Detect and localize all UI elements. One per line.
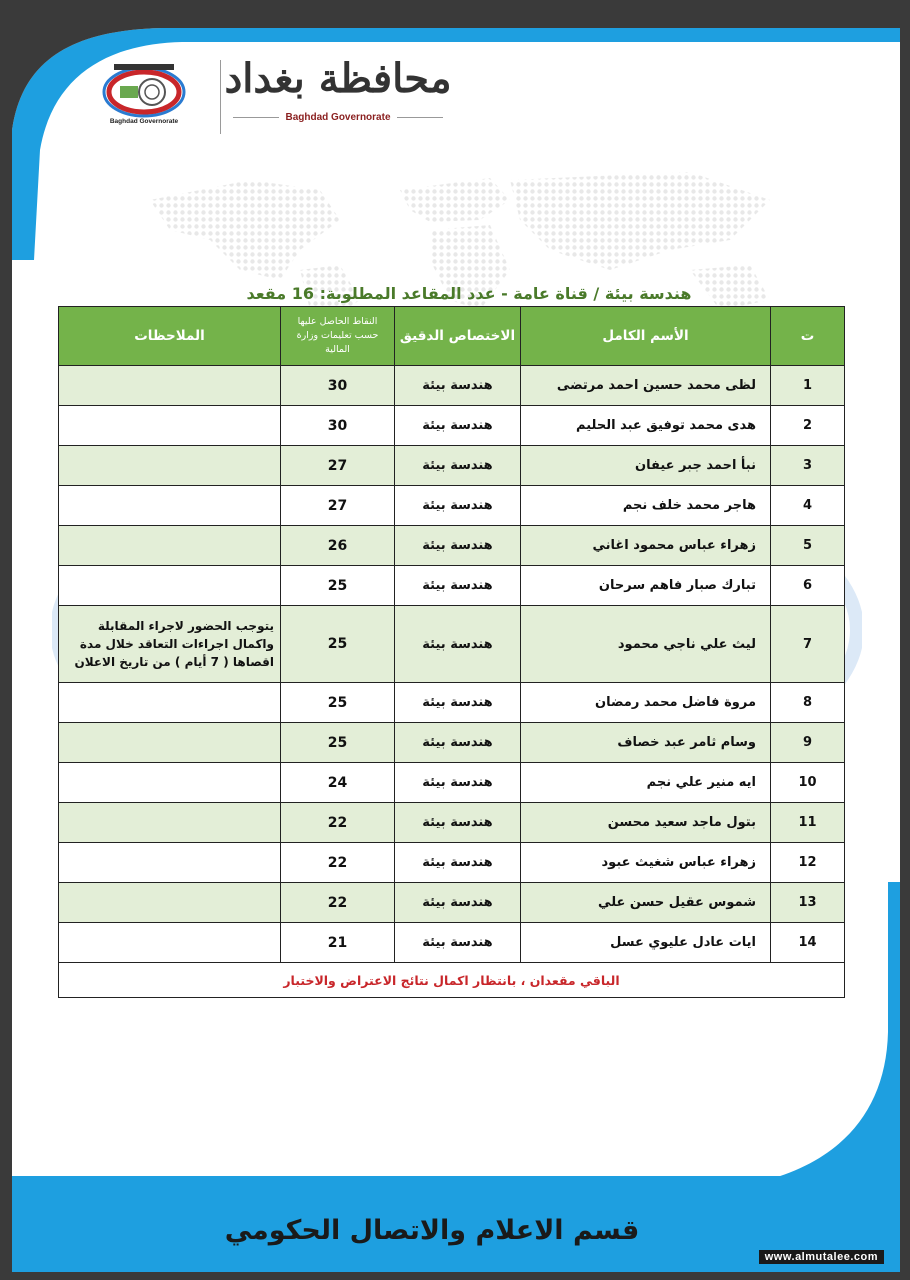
logo-english-text: Baghdad Governorate	[285, 112, 391, 123]
cell-notes	[59, 683, 281, 723]
column-header-specialization: الاختصاص الدقيق	[395, 307, 521, 366]
cell-specialization: هندسة بيئة	[395, 683, 521, 723]
cell-index: 14	[771, 923, 845, 963]
cell-points: 25	[281, 606, 395, 683]
logo-rule-right	[397, 117, 443, 118]
cell-notes	[59, 526, 281, 566]
cell-points: 25	[281, 683, 395, 723]
logo-english-row	[224, 112, 452, 123]
cell-points: 22	[281, 843, 395, 883]
table-row	[59, 406, 845, 446]
cell-points: 24	[281, 763, 395, 803]
table-body	[59, 366, 845, 963]
cell-name: ايه منير علي نجم	[521, 763, 771, 803]
cell-points: 27	[281, 486, 395, 526]
cell-name: ايات عادل عليوي عسل	[521, 923, 771, 963]
table-header-row	[59, 307, 845, 366]
footer-title: قسم الاعلام والاتصال الحكومي	[224, 1215, 640, 1246]
table-row	[59, 486, 845, 526]
cell-name: هاجر محمد خلف نجم	[521, 486, 771, 526]
cell-specialization: هندسة بيئة	[395, 566, 521, 606]
cell-points: 30	[281, 406, 395, 446]
cell-notes	[59, 566, 281, 606]
logo-rule-left	[233, 117, 279, 118]
cell-index: 12	[771, 843, 845, 883]
table-row	[59, 723, 845, 763]
column-header-points: النقاط الحاصل عليها حسب تعليمات وزارة المالية	[281, 307, 395, 366]
cell-index: 13	[771, 883, 845, 923]
column-header-name: الأسم الكامل	[521, 307, 771, 366]
cell-specialization: هندسة بيئة	[395, 843, 521, 883]
cell-points: 21	[281, 923, 395, 963]
cell-notes	[59, 763, 281, 803]
cell-name: زهراء عباس شغيث عبود	[521, 843, 771, 883]
cell-specialization: هندسة بيئة	[395, 486, 521, 526]
table-row	[59, 763, 845, 803]
remaining-seats-note: الباقي مقعدان ، بانتظار اكمال نتائج الاعتراض والاختبار	[59, 963, 845, 998]
cell-points: 25	[281, 566, 395, 606]
cell-name: تبارك صبار فاهم سرحان	[521, 566, 771, 606]
document-page	[12, 10, 900, 1272]
table-row	[59, 923, 845, 963]
table-row	[59, 683, 845, 723]
table-row	[59, 606, 845, 683]
cell-points: 26	[281, 526, 395, 566]
cell-notes	[59, 486, 281, 526]
cell-notes: يتوجب الحضور لاجراء المقابلة واكمال اجراءات التعاقد خلال مدة اقصاها ( 7 أيام ) من تاريخ الاعلان	[59, 606, 281, 683]
cell-name: بتول ماجد سعيد محسن	[521, 803, 771, 843]
table-row	[59, 803, 845, 843]
cell-notes	[59, 843, 281, 883]
cell-specialization: هندسة بيئة	[395, 406, 521, 446]
cell-points: 30	[281, 366, 395, 406]
seal-caption: Baghdad Governorate	[109, 118, 179, 125]
cell-name: شموس عقيل حسن علي	[521, 883, 771, 923]
cell-points: 27	[281, 446, 395, 486]
results-table	[58, 306, 845, 998]
cell-notes	[59, 803, 281, 843]
cell-specialization: هندسة بيئة	[395, 723, 521, 763]
cell-index: 8	[771, 683, 845, 723]
cell-specialization: هندسة بيئة	[395, 763, 521, 803]
cell-index: 11	[771, 803, 845, 843]
cell-notes	[59, 883, 281, 923]
cell-name: هدى محمد توفيق عبد الحليم	[521, 406, 771, 446]
website-watermark: www.almutalee.com	[759, 1250, 884, 1264]
cell-notes	[59, 366, 281, 406]
cell-index: 6	[771, 566, 845, 606]
cell-specialization: هندسة بيئة	[395, 446, 521, 486]
table-footer-row	[59, 963, 845, 998]
page-title: هندسة بيئة / قناة عامة - عدد المقاعد المطلوبة: 16 مقعد	[246, 284, 692, 303]
column-header-index: ت	[771, 307, 845, 366]
table-row	[59, 366, 845, 406]
logo-arabic-text: محافظة بغداد	[224, 55, 452, 102]
logo-divider	[220, 60, 221, 134]
cell-points: 22	[281, 883, 395, 923]
cell-notes	[59, 923, 281, 963]
cell-index: 4	[771, 486, 845, 526]
cell-specialization: هندسة بيئة	[395, 606, 521, 683]
cell-index: 3	[771, 446, 845, 486]
table-row	[59, 843, 845, 883]
table-row	[59, 883, 845, 923]
cell-specialization: هندسة بيئة	[395, 366, 521, 406]
cell-notes	[59, 406, 281, 446]
cell-notes	[59, 723, 281, 763]
cell-name: نبأ احمد جبر عيفان	[521, 446, 771, 486]
table-row	[59, 446, 845, 486]
column-header-notes: الملاحظات	[59, 307, 281, 366]
cell-index: 5	[771, 526, 845, 566]
table-row	[59, 526, 845, 566]
cell-specialization: هندسة بيئة	[395, 883, 521, 923]
table-row	[59, 566, 845, 606]
cell-notes	[59, 446, 281, 486]
cell-specialization: هندسة بيئة	[395, 526, 521, 566]
cell-name: وسام ثامر عبد خصاف	[521, 723, 771, 763]
cell-name: زهراء عباس محمود اغاني	[521, 526, 771, 566]
cell-index: 10	[771, 763, 845, 803]
cell-index: 7	[771, 606, 845, 683]
cell-specialization: هندسة بيئة	[395, 923, 521, 963]
cell-name: مروة فاضل محمد رمضان	[521, 683, 771, 723]
cell-index: 9	[771, 723, 845, 763]
logo-wordmark	[224, 50, 452, 140]
cell-name: لظى محمد حسين احمد مرتضى	[521, 366, 771, 406]
cell-points: 22	[281, 803, 395, 843]
cell-points: 25	[281, 723, 395, 763]
cell-name: ليث علي ناجي محمود	[521, 606, 771, 683]
cell-specialization: هندسة بيئة	[395, 803, 521, 843]
cell-index: 2	[771, 406, 845, 446]
cell-index: 1	[771, 366, 845, 406]
